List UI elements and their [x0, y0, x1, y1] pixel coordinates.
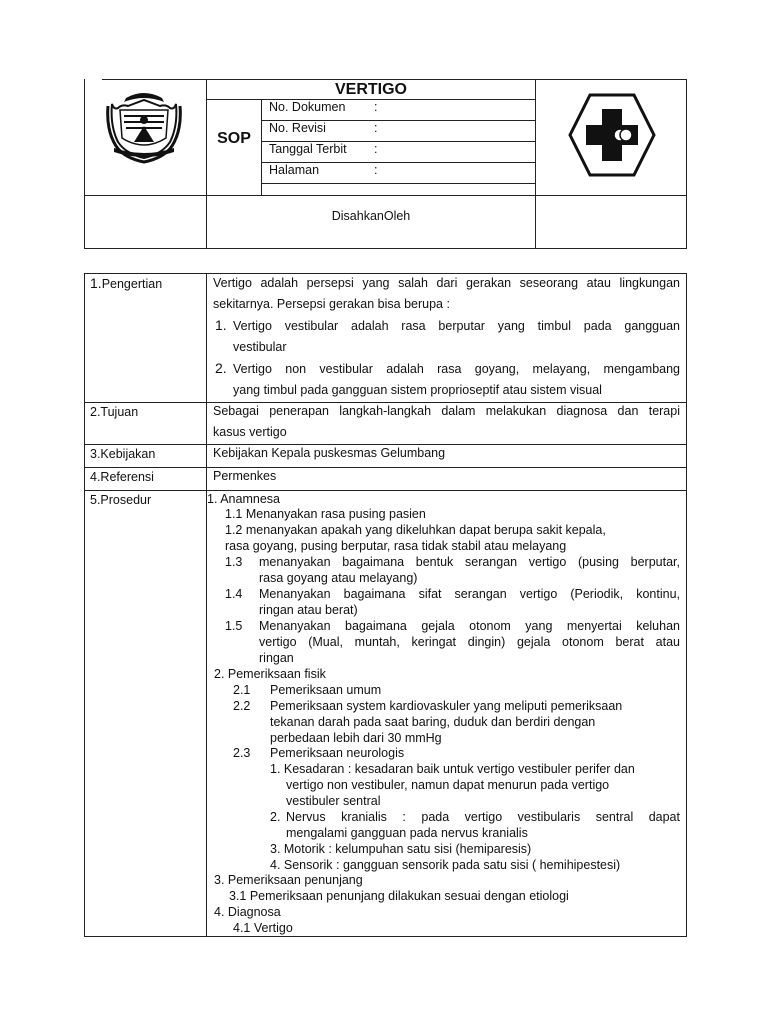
pengertian-label: 1.Pengertian	[90, 275, 163, 291]
diagnosa-4-1: 4.1 Vertigo	[233, 921, 293, 935]
pemeriksaan-fisik-title: 2. Pemeriksaan fisik	[214, 667, 326, 681]
field-no-dokumen-value: :	[374, 100, 378, 114]
pengertian-item1-line2: vestibular	[233, 340, 287, 354]
penunjang-3-1: 3.1 Pemeriksaan penunjang dilakukan sesuai dengan etiologi	[229, 889, 569, 903]
fisik-2-2-cont: tekanan darah pada saat baring, duduk dan berdiri dengan	[270, 715, 596, 729]
referensi-label: 4.Referensi	[90, 470, 154, 484]
referensi-text: Permenkes	[213, 469, 277, 483]
field-no-dokumen-label: No. Dokumen	[269, 100, 346, 114]
neuro-4: 4. Sensorik : gangguan sensorik pada satu sisi ( hemihipestesi)	[270, 858, 621, 872]
approval-text: DisahkanOleh	[331, 209, 411, 223]
anamnesa-1-3-num: 1.3	[225, 555, 243, 569]
regional-seal-icon	[104, 86, 184, 164]
tujuan-label: 2.Tujuan	[90, 405, 139, 419]
anamnesa-1-5-cont2: ringan	[259, 651, 294, 665]
neuro-1-cont: vertigo non vestibuler, namun dapat menurun pada vertigo	[286, 778, 610, 792]
pengertian-item2-line1: Vertigo non vestibular adalah rasa goyang, melayang, mengambang	[233, 362, 680, 376]
field-halaman-value: :	[374, 163, 378, 177]
pengertian-intro-line1: Vertigo adalah persepsi yang salah dari gerakan seseorang atau lingkungan	[213, 276, 680, 290]
anamnesa-1-5-cont: vertigo (Mual, muntah, keringat dingin) gejala otonom berat atau	[259, 635, 680, 649]
neuro-1-cont2: vestibuler sentral	[286, 794, 381, 808]
fisik-2-3: Pemeriksaan neurologis	[270, 746, 405, 760]
field-no-revisi-label: No. Revisi	[269, 121, 326, 135]
neuro-2-num: 2.	[270, 810, 281, 824]
neuro-2-cont: mengalami gangguan pada nervus kranialis	[286, 826, 528, 840]
penunjang-title: 3. Pemeriksaan penunjang	[214, 873, 363, 887]
pengertian-item1-line1: Vertigo vestibular adalah rasa berputar yang timbul pada gangguan	[233, 319, 680, 333]
anamnesa-1-1: 1.1 Menanyakan rasa pusing pasien	[225, 507, 426, 521]
pengertian-item1-num: 1.	[215, 317, 227, 333]
tujuan-line1: Sebagai penerapan langkah-langkah dalam melakukan diagnosa dan terapi	[213, 404, 680, 418]
anamnesa-1-5: Menanyakan bagaimana gejala otonom yang menyertai keluhan	[259, 619, 680, 633]
neuro-1: 1. Kesadaran : kesadaran baik untuk vertigo vestibuler perifer dan	[270, 762, 635, 776]
prosedur-label: 5.Prosedur	[90, 493, 152, 507]
kebijakan-text: Kebijakan Kepala puskesmas Gelumbang	[213, 446, 446, 460]
anamnesa-1-4-num: 1.4	[225, 587, 243, 601]
puskesmas-cross-logo-icon	[568, 93, 656, 177]
fisik-2-2-num: 2.2	[233, 699, 251, 713]
tujuan-line2: kasus vertigo	[213, 425, 287, 439]
fisik-2-2: Pemeriksaan system kardiovaskuler yang meliputi pemeriksaan	[270, 699, 623, 713]
pengertian-item2-line2: yang timbul pada gangguan sistem proprioseptif atau sistem visual	[233, 383, 602, 397]
anamnesa-1-2-cont: rasa goyang, pusing berputar, rasa tidak stabil atau melayang	[225, 539, 567, 553]
pengertian-item2-num: 2.	[215, 360, 227, 376]
neuro-3: 3. Motorik : kelumpuhan satu sisi (hemiparesis)	[270, 842, 532, 856]
kebijakan-label: 3.Kebijakan	[90, 447, 156, 461]
diagnosa-title: 4. Diagnosa	[214, 905, 281, 919]
sop-label: SOP	[217, 130, 251, 147]
fisik-2-2-cont2: perbedaan lebih dari 30 mmHg	[270, 731, 442, 745]
field-tanggal-terbit-label: Tanggal Terbit	[269, 142, 347, 156]
anamnesa-1-2: 1.2 menanyakan apakah yang dikeluhkan dapat berupa sakit kepala,	[225, 523, 606, 537]
pengertian-intro-line2: sekitarnya. Persepsi gerakan bisa berupa :	[213, 297, 450, 311]
fisik-2-1-num: 2.1	[233, 683, 251, 697]
fisik-2-1: Pemeriksaan umum	[270, 683, 382, 697]
field-tanggal-terbit-value: :	[374, 142, 378, 156]
field-no-revisi-value: :	[374, 121, 378, 135]
anamnesa-1-4: Menanyakan bagaimana sifat serangan vertigo (Periodik, kontinu,	[259, 587, 680, 601]
fisik-2-3-num: 2.3	[233, 746, 251, 760]
field-halaman-label: Halaman	[269, 163, 320, 177]
anamnesa-1-4-cont: ringan atau berat)	[259, 603, 358, 617]
anamnesa-1-3: menanyakan bagaimana bentuk serangan vertigo (pusing berputar,	[259, 555, 680, 569]
page-title: VERTIGO	[334, 81, 407, 98]
neuro-2: Nervus kranialis : pada vertigo vestibularis sentral dapat	[286, 810, 680, 824]
anamnesa-title: 1. Anamnesa	[207, 492, 280, 506]
anamnesa-1-5-num: 1.5	[225, 619, 243, 633]
anamnesa-1-3-cont: rasa goyang atau melayang)	[259, 571, 418, 585]
